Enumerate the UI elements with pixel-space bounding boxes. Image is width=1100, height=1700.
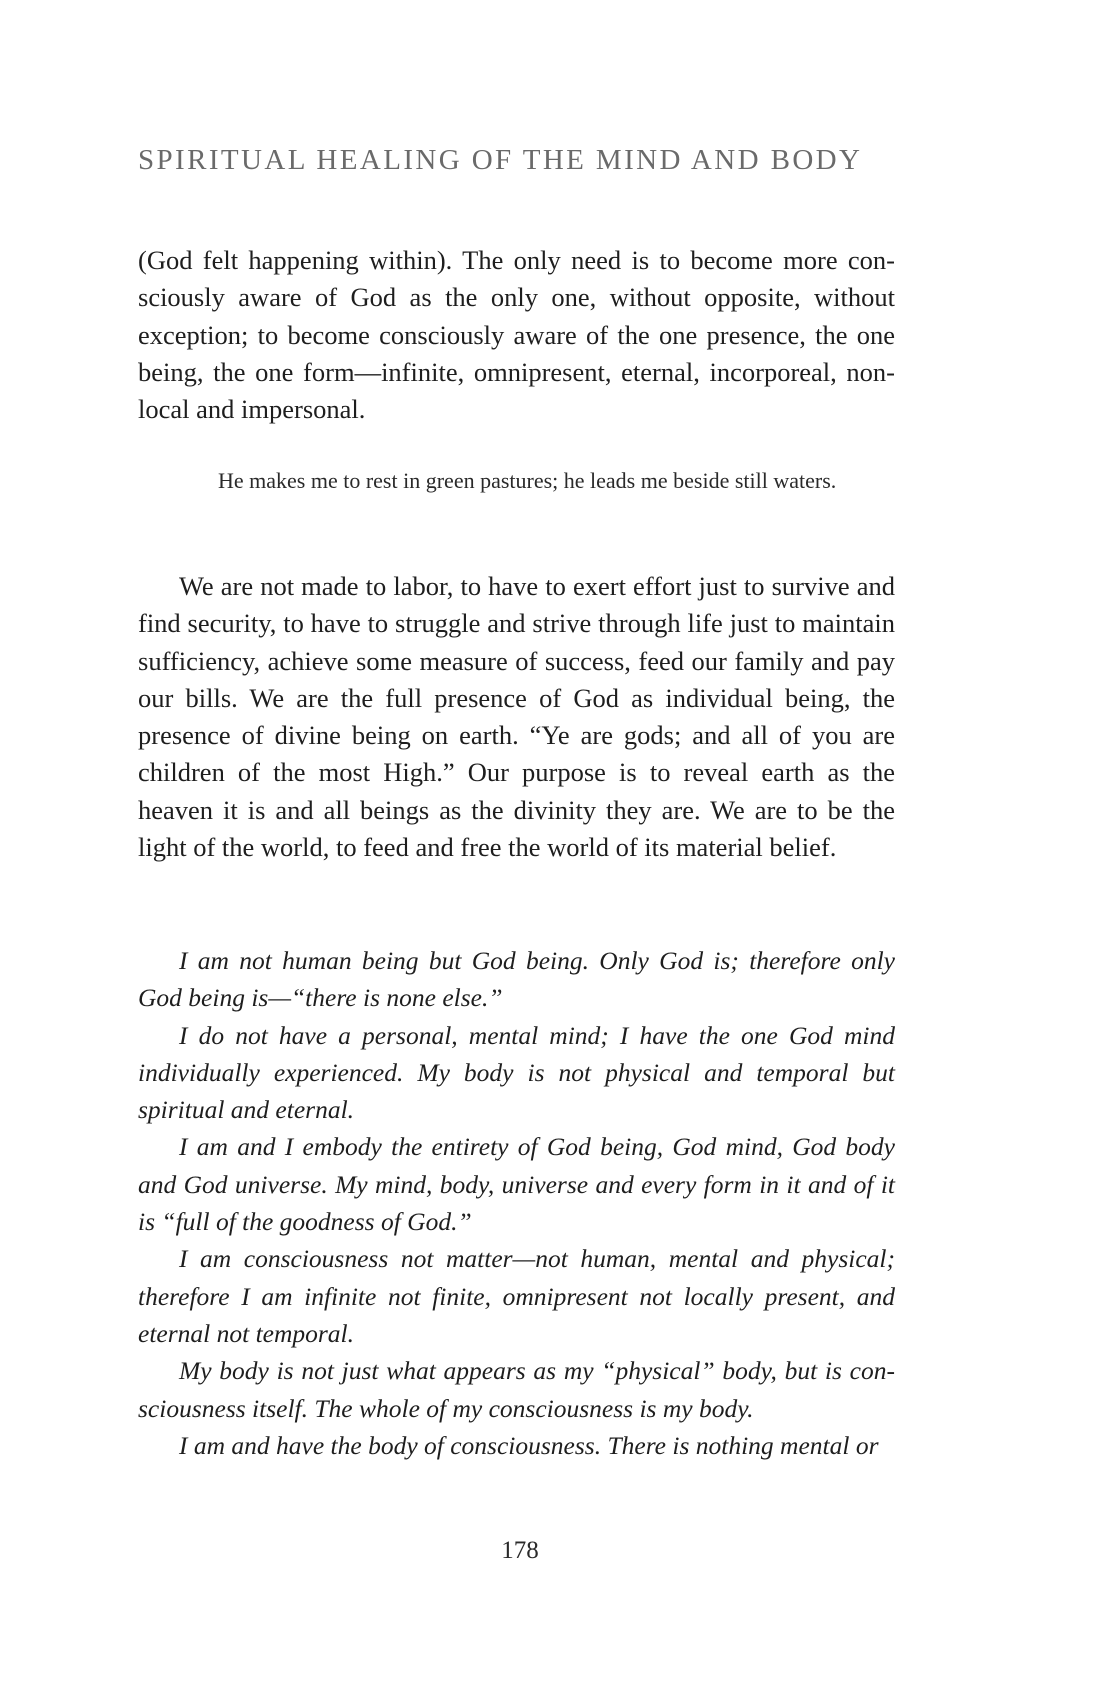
- body-paragraph-1: (God felt happening within). The only need is to become more consciously aware of God as the only one, without opposite, without exception; to become consciously aware of the one presence, the one being, the one form—infinite, omnipresent, eternal, incorporeal, non-local and impersonal.: [138, 245, 895, 425]
- page-number: 178: [501, 1537, 539, 1564]
- affirmation-1: I am not human being but God being. Only God is; therefore only God being is—“there is none else.”: [138, 946, 895, 1013]
- body-paragraph-2: We are not made to labor, to have to exert effort just to survive and find security, to have to struggle and strive through life just to maintain sufficiency, achieve some measure of success, feed our family and pay our bills. We are the full presence of God as individual being, the presence of divine being on earth. “Ye are gods; and all of you are children of the most High.” Our purpose is to reveal earth as the heaven it is and all beings as the divinity they are. We are to be the light of the world, to feed and free the world of its material belief.: [138, 571, 895, 863]
- affirmation-6: I am and have the body of consciousness. There is nothing mental or: [179, 1430, 879, 1460]
- affirmation-2: I do not have a personal, mental mind; I have the one God mind individually experienced. My body is not physical and temporal but spiritual and eternal.: [138, 1020, 895, 1125]
- running-head: SPIRITUAL HEALING OF THE MIND AND BODY: [138, 144, 863, 176]
- scripture-quote: He makes me to rest in green pastures; he leads me beside still waters.: [218, 468, 837, 493]
- affirmation-5: My body is not just what appears as my “physical” body, but is consciousness itself. The whole of my consciousness is my body.: [138, 1356, 895, 1423]
- affirmation-4: I am consciousness not matter—not human, mental and physical; therefore I am infinite not finite, omnipresent not locally present, and eternal not temporal.: [138, 1244, 895, 1348]
- affirmations-block: [138, 942, 895, 1464]
- affirmation-3: I am and I embody the entirety of God being, God mind, God body and God universe. My mind, body, universe and every form in it and of it is “full of the goodness of God.”: [138, 1132, 895, 1237]
